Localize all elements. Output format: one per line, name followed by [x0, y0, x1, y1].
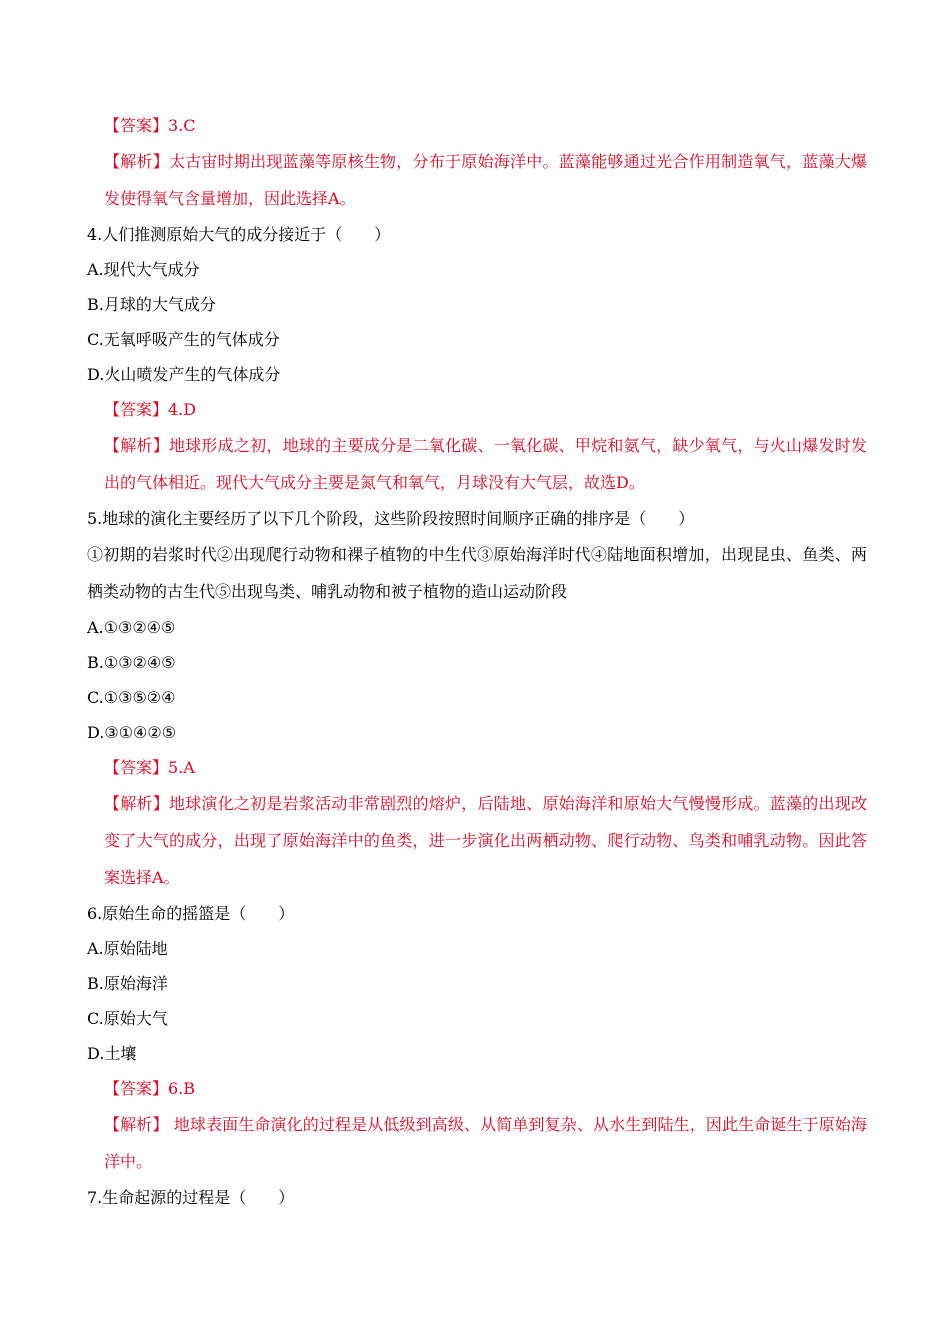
answer-5: 【答案】5.A — [104, 758, 195, 777]
question-6-option-d: D.土壤 — [87, 1044, 137, 1063]
question-7 — [87, 1180, 867, 1215]
question-5-stem: ①初期的岩浆时代②出现爬行动物和裸子植物的中生代③原始海洋时代④陆地面积增加，出现昆虫、鱼类、两栖类动物的古生代⑤出现鸟类、哺乳动物和被子植物的造山运动阶段 — [87, 545, 867, 601]
question-6-text: 6.原始生命的摇篮是（ ） — [87, 904, 295, 923]
question-6-option-c: C.原始大气 — [87, 1009, 168, 1028]
analysis-3: 【解析】太古宙时期出现蓝藻等原核生物，分布于原始海洋中。蓝藻能够通过光合作用制造氧气，蓝藻大爆发使得氧气含量增加，因此选择A。 — [104, 152, 867, 208]
question-5-option-d: D.③①④②⑤ — [87, 723, 177, 742]
question-5-option-b: B.①③②④⑤ — [87, 653, 176, 672]
analysis-5: 【解析】地球演化之初是岩浆活动非常剧烈的熔炉，后陆地、原始海洋和原始大气慢慢形成。蓝藻的出现改变了大气的成分，出现了原始海洋中的鱼类，进一步演化出两栖动物、爬行动物、鸟类和哺乳动物。因此答案选择A。 — [104, 794, 867, 887]
question-5-text: 5.地球的演化主要经历了以下几个阶段，这些阶段按照时间顺序正确的排序是（ ） — [87, 509, 695, 528]
question-6 — [87, 896, 867, 1180]
question-6-option-b: B.原始海洋 — [87, 974, 168, 993]
question-7-text: 7.生命起源的过程是（ ） — [87, 1188, 295, 1207]
document-page — [87, 108, 867, 1215]
question-6-option-a: A.原始陆地 — [87, 939, 168, 958]
question-4-option-d: D.火山喷发产生的气体成分 — [87, 365, 281, 384]
answer-4: 【答案】4.D — [104, 400, 197, 419]
answer-6: 【答案】6.B — [104, 1079, 196, 1098]
question-4-option-c: C.无氧呼吸产生的气体成分 — [87, 330, 280, 349]
question-5-option-c: C.①③⑤②④ — [87, 688, 176, 707]
question-4-option-b: B.月球的大气成分 — [87, 295, 216, 314]
analysis-6: 【解析】 地球表面生命演化的过程是从低级到高级、从简单到复杂、从水生到陆生，因此生命诞生于原始海洋中。 — [104, 1115, 867, 1171]
question-4 — [87, 217, 867, 501]
question-5 — [87, 501, 867, 896]
question-4-text: 4.人们推测原始大气的成分接近于（ ） — [87, 225, 391, 244]
question-5-option-a: A.①③②④⑤ — [87, 618, 176, 637]
item-3 — [87, 108, 867, 217]
question-4-option-a: A.现代大气成分 — [87, 260, 200, 279]
analysis-4: 【解析】地球形成之初，地球的主要成分是二氧化碳、一氧化碳、甲烷和氨气，缺少氧气，与火山爆发时发出的气体相近。现代大气成分主要是氮气和氧气，月球没有大气层，故选D。 — [104, 436, 867, 492]
answer-3: 【答案】3.C — [104, 116, 196, 135]
